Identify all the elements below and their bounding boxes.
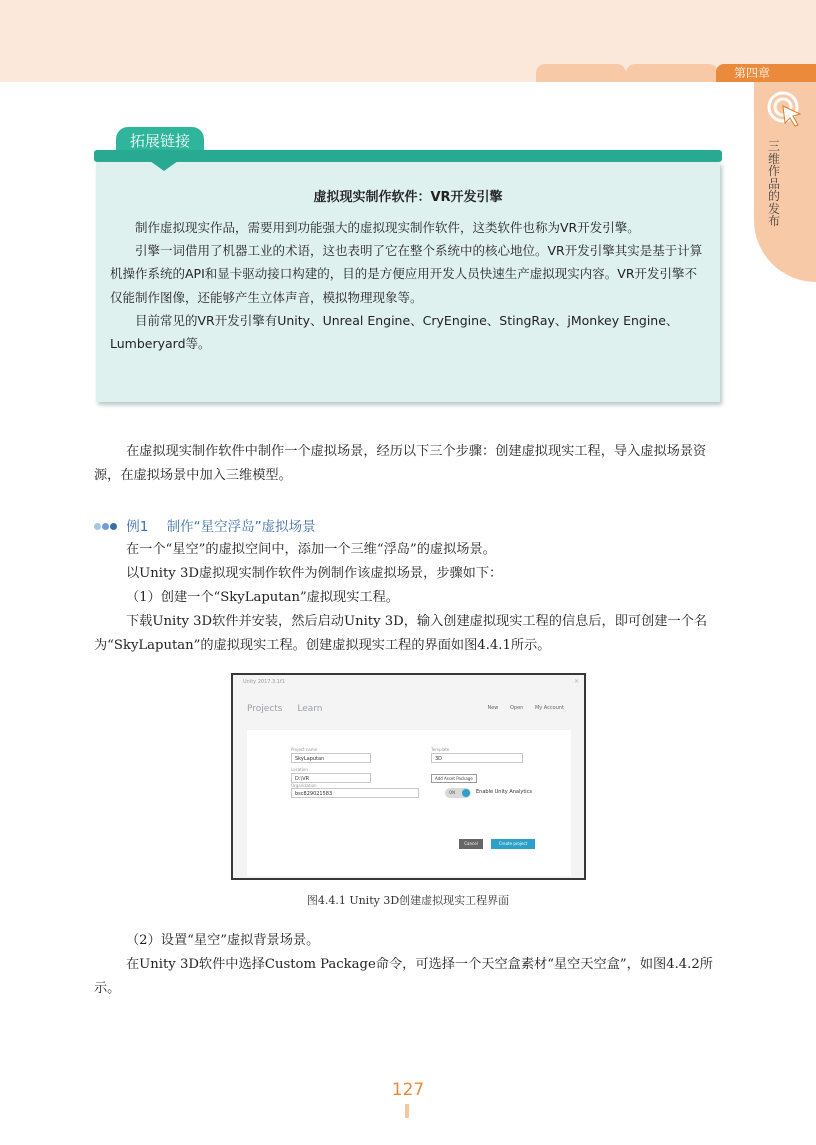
header-tab-decoration xyxy=(536,64,626,82)
open-link[interactable]: Open xyxy=(509,705,524,711)
header-links xyxy=(477,705,564,711)
step-paragraph: 在Unity 3D软件中选择Custom Package命令，可选择一个天空盒素材“星空天空盒”，如图4.4.2所示。 xyxy=(94,957,713,996)
extension-notch xyxy=(150,161,178,171)
project-name-label: Project name xyxy=(291,747,318,752)
example-title: 制作“星空浮岛”虚拟场景 xyxy=(166,519,316,535)
analytics-toggle[interactable]: ON xyxy=(445,788,471,798)
step-paragraph: （2）设置“星空”虚拟背景场景。 xyxy=(126,933,320,948)
window-title: Unity 2017.3.1f1 xyxy=(243,679,285,685)
location-label: Location xyxy=(291,767,308,772)
organization-label: Organization xyxy=(291,783,317,788)
intro-text xyxy=(94,440,722,488)
page-number-tick xyxy=(405,1104,409,1118)
chapter-tab: 第四章 xyxy=(716,64,816,82)
page-number: 127 xyxy=(391,1080,425,1100)
tab-learn[interactable]: Learn xyxy=(297,704,323,714)
cursor-target-icon xyxy=(764,88,806,130)
extension-paragraph: 制作虚拟现实作品，需要用到功能强大的虚拟现实制作软件，这类软件也称为VR开发引擎。 xyxy=(135,220,640,235)
figure-caption: 图4.4.1 Unity 3D创建虚拟现实工程界面 xyxy=(306,894,510,907)
template-label: Template xyxy=(431,747,450,752)
example-label: 例1 xyxy=(126,519,149,535)
example-paragraph: 以Unity 3D虚拟现实制作软件为例制作该虚拟场景，步骤如下： xyxy=(126,566,503,581)
example-paragraph: 下载Unity 3D软件并安装，然后启动Unity 3D，输入创建虚拟现实工程的信息后，即可创建一个名为“SkyLaputan”的虚拟现实工程。创建虚拟现实工程的界面如图4.4.1所示。 xyxy=(94,614,708,653)
extension-title: 虚拟现实制作软件：VR开发引擎 xyxy=(313,190,503,205)
extension-paragraph: 引擎一词借用了机器工业的术语，这也表明了它在整个系统中的核心地位。VR开发引擎其实是基于计算机操作系统的API和显卡驱动接口构建的，目的是方便应用开发人员快速生产虚拟现实内容。VR开发引擎不仅能制作图像，还能够产生立体声音，模拟物理现象等。 xyxy=(110,243,703,305)
header-tab-decoration xyxy=(626,64,718,82)
project-form xyxy=(247,730,571,876)
create-project-button[interactable]: Create project xyxy=(491,839,535,849)
example-heading xyxy=(94,515,316,535)
location-input[interactable]: D:\VR xyxy=(291,773,371,783)
tab-projects[interactable]: Projects xyxy=(247,704,283,714)
example-paragraph: 在一个“星空”的虚拟空间中，添加一个三维“浮岛”的虚拟场景。 xyxy=(126,542,496,557)
account-link[interactable]: My Account xyxy=(534,705,564,711)
organization-select[interactable]: bsc829021583 xyxy=(291,788,419,798)
nav-tabs xyxy=(247,704,335,714)
new-link[interactable]: New xyxy=(487,705,499,711)
extension-paragraph: 目前常见的VR开发引擎有Unity、Unreal Engine、CryEngine、StingRay、jMonkey Engine、Lumberyard等。 xyxy=(110,312,679,352)
cancel-button[interactable]: Cancel xyxy=(459,839,483,849)
extension-label: 拓展链接 xyxy=(116,127,204,155)
example-body xyxy=(94,538,722,658)
bullet-dot-icon xyxy=(94,523,101,530)
after-figure-text xyxy=(94,929,722,1001)
intro-paragraph: 在虚拟现实制作软件中制作一个虚拟场景，经历以下三个步骤：创建虚拟现实工程，导入虚拟场景资源，在虚拟场景中加入三维模型。 xyxy=(94,444,707,483)
extension-body xyxy=(110,216,708,355)
template-select[interactable]: 3D xyxy=(431,753,523,763)
example-paragraph: （1）创建一个“SkyLaputan”虚拟现实工程。 xyxy=(126,590,399,605)
extension-bar xyxy=(94,150,722,162)
analytics-label: Enable Unity Analytics xyxy=(476,789,533,795)
close-icon[interactable]: × xyxy=(573,678,579,685)
bullet-dot-icon xyxy=(102,523,109,530)
unity-screenshot xyxy=(231,673,586,880)
project-name-input[interactable]: SkyLaputan xyxy=(291,753,371,763)
bullet-dot-icon xyxy=(110,523,117,530)
section-vertical-title: 三维作品的发布 xyxy=(767,139,780,228)
add-asset-package-button[interactable]: Add Asset Package xyxy=(431,774,477,783)
